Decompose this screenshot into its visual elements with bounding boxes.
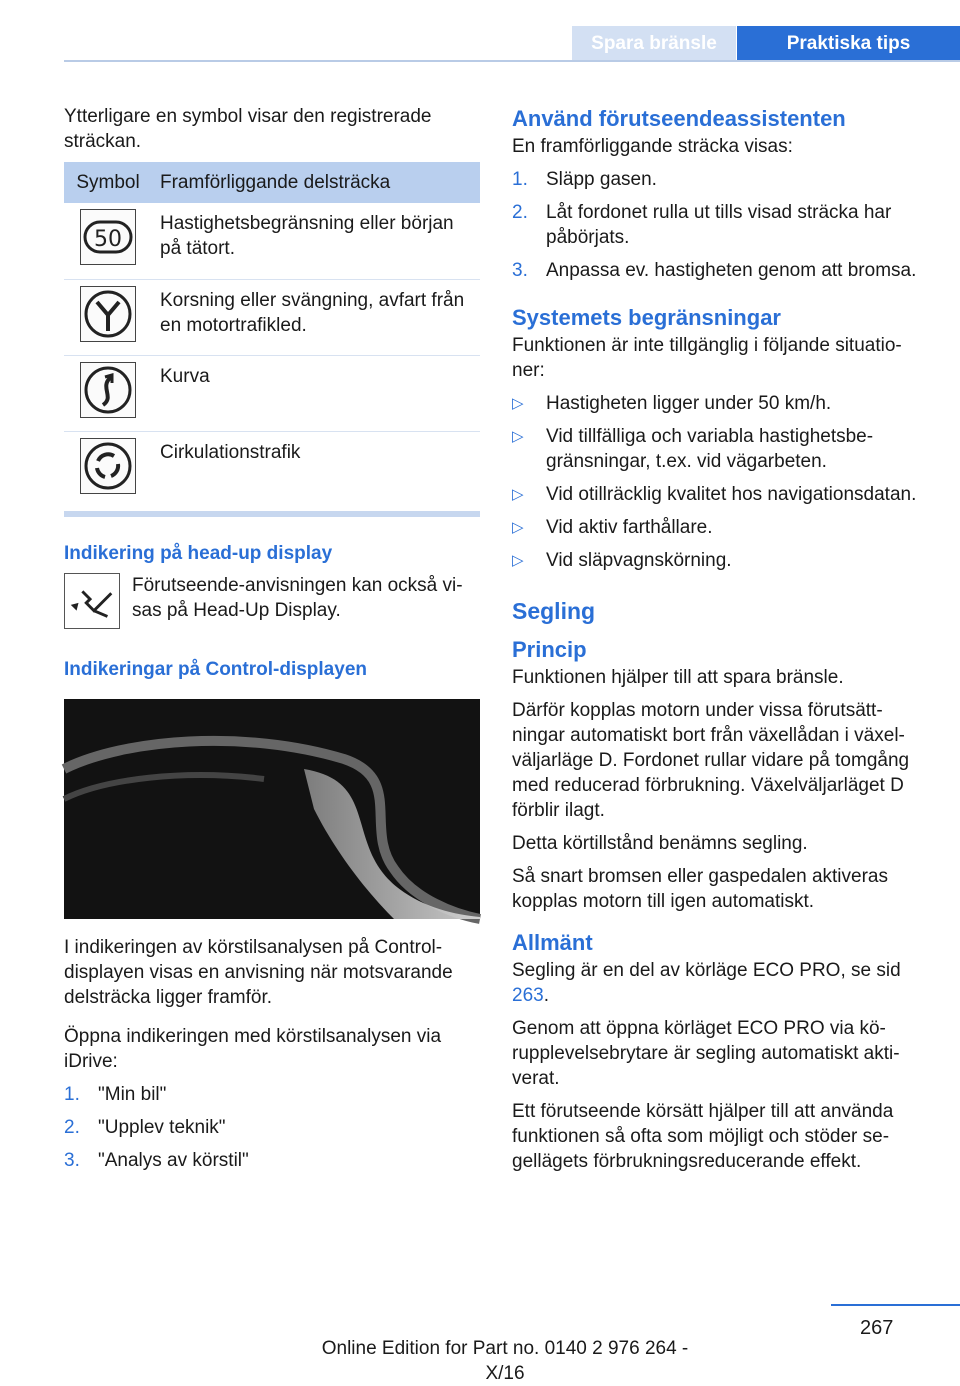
col-header-symbol: Symbol <box>64 162 152 203</box>
segling-heading: Segling <box>512 598 596 624</box>
princip-p1: Funktionen hjälper till att spara bränsle. <box>512 667 844 688</box>
princip-heading: Princip <box>512 637 587 662</box>
hud-anticipation-icon <box>64 573 120 629</box>
list-item: ▷ Vid aktiv farthållare. <box>512 517 713 538</box>
tab-spara-bransle[interactable]: Spara bränsle <box>572 26 736 62</box>
list-item: ▷ Vid otillräcklig kvalitet hos navigationsdatan. <box>512 484 917 505</box>
row-text: Cirkulationstrafik <box>160 441 301 463</box>
row-text: Kurva <box>152 355 480 431</box>
princip-p4: Så snart bromsen eller gaspedalen aktiveras kopplas motorn till igen automatiskt. <box>512 866 888 912</box>
page-link-263[interactable]: 263 <box>512 985 544 1006</box>
princip-p3: Detta körtillstånd benämns segling. <box>512 833 808 854</box>
assist-heading: Använd förutseendeassistenten <box>512 106 846 131</box>
row-text: Hastighetsbegränsning eller början på tätort. <box>152 203 480 279</box>
allmant-p3: Ett förutseende körsätt hjälper till att använda funktionen så ofta som möjligt och stöder segellägets förbrukningsreducerande effekt. <box>512 1101 894 1172</box>
list-item: ▷ Vid tillfälliga och variabla hastighetsbegränsningar, t.ex. vid vägarbeten. <box>512 426 874 472</box>
roundabout-icon <box>80 438 136 494</box>
limits-list <box>512 391 928 573</box>
table-row <box>64 279 480 355</box>
symbol-table <box>64 162 480 507</box>
curve-icon <box>80 362 136 418</box>
assist-intro: En framförliggande sträcka visas: <box>512 136 793 157</box>
hud-heading: Indikering på head-up display <box>64 543 333 564</box>
limits-heading: Systemets begränsningar <box>512 305 781 330</box>
row-text: Korsning eller svängning, avfart från en motortrafikled. <box>152 279 480 355</box>
control-display-text: I indikeringen av körstilsanalysen på Control-displayen visas en anvisning när motsvarande delsträcka ligger framför. <box>64 937 453 1008</box>
idrive-steps <box>64 1082 480 1173</box>
allmant-p2: Genom att öppna körläget ECO PRO via körupplevelsebrytare är segling automatiskt aktiverat. <box>512 1018 900 1089</box>
hud-text: Förutseende-anvisningen kan också visas på Head-Up Display. <box>132 575 463 621</box>
table-header-row <box>64 162 480 203</box>
control-display-heading: Indikeringar på Control-displayen <box>64 659 367 680</box>
right-column <box>512 104 928 1182</box>
assist-steps <box>512 167 928 283</box>
speed-limit-50-icon <box>80 209 136 265</box>
list-item: 2. "Upplev teknik" <box>64 1117 226 1138</box>
list-item: 1. "Min bil" <box>64 1084 167 1105</box>
list-item: 2. Låt fordonet rulla ut tills visad sträcka har påbörjats. <box>512 202 892 248</box>
list-item: 3. Anpassa ev. hastigheten genom att bromsa. <box>512 260 917 281</box>
control-display-image <box>64 699 480 919</box>
table-row <box>64 431 480 507</box>
svg-text:50: 50 <box>94 227 122 252</box>
allmant-heading: Allmänt <box>512 930 593 955</box>
limits-intro: Funktionen är inte tillgänglig i följande situationer: <box>512 335 902 381</box>
col-header-description: Framförliggande delsträcka <box>152 162 480 203</box>
junction-icon <box>80 286 136 342</box>
tab-praktiska-tips[interactable]: Praktiska tips <box>737 26 960 62</box>
hud-row <box>64 573 480 629</box>
princip-p2: Därför kopplas motorn under vissa förutsättningar automatiskt bort från växellådan i växelväljarläge D. Fordonet rullar vidare på tomgång med reducerad förbrukning. Växelväljarläget D förblir ilagt. <box>512 700 910 821</box>
footer-rule <box>831 1304 960 1306</box>
table-row <box>64 203 480 279</box>
header-rule <box>64 60 960 62</box>
table-row <box>64 355 480 431</box>
list-item: 3. "Analys av körstil" <box>64 1150 249 1171</box>
left-column <box>64 104 480 1181</box>
list-item: ▷ Vid släpvagnskörning. <box>512 550 732 571</box>
intro-text: Ytterligare en symbol visar den registrerade sträckan. <box>64 106 432 152</box>
allmant-p1: Segling är en del av körläge ECO PRO, se sid 263. <box>512 960 901 1006</box>
list-item: ▷ Hastigheten ligger under 50 km/h. <box>512 393 832 414</box>
list-item: 1. Släpp gasen. <box>512 169 657 190</box>
page-number: 267 <box>860 1317 894 1339</box>
edition-footer: Online Edition for Part no. 0140 2 976 264 - X/16 <box>321 1338 689 1384</box>
idrive-intro: Öppna indikeringen med körstilsanalysen via iDrive: <box>64 1026 442 1072</box>
